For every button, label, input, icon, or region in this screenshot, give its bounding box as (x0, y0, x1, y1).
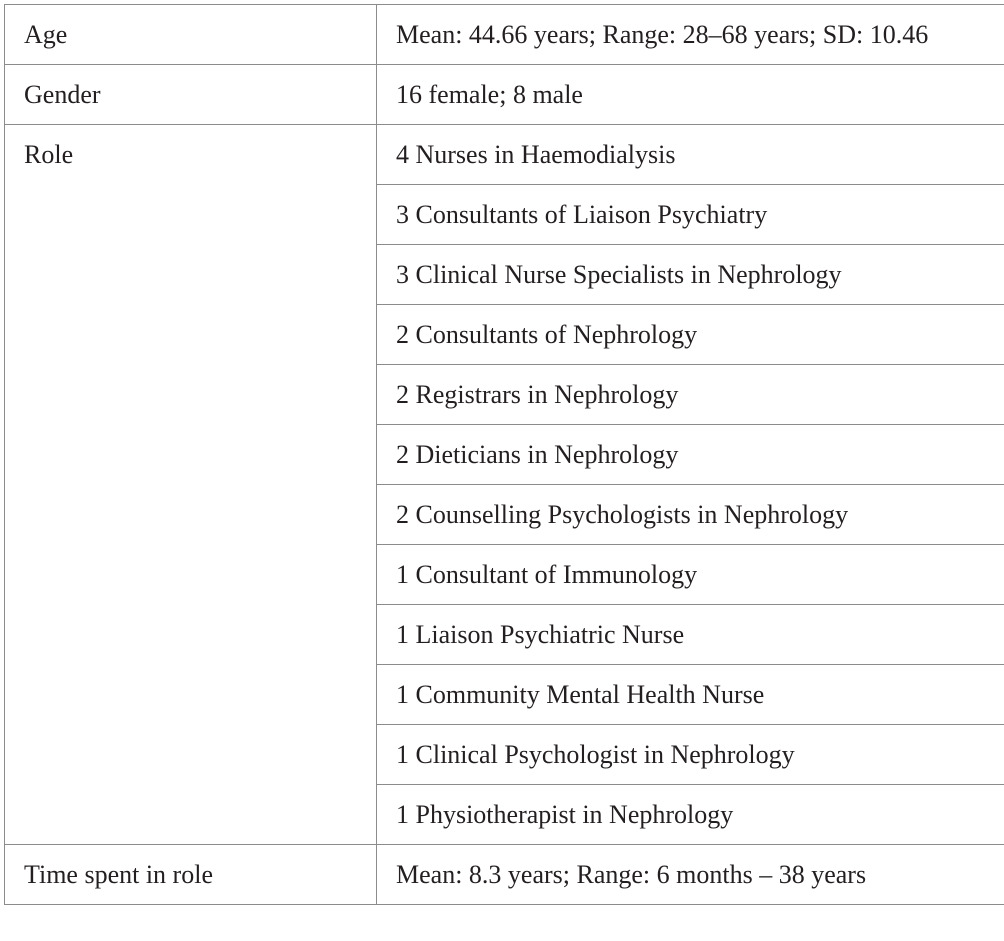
participant-demographics-table (4, 4, 1004, 905)
role-entry: 1 Clinical Psychologist in Nephrology (377, 725, 1004, 785)
role-entry: 1 Consultant of Immunology (377, 545, 1004, 605)
role-entry: 2 Registrars in Nephrology (377, 365, 1004, 425)
row-label-time-in-role: Time spent in role (5, 845, 377, 905)
table-row-time-in-role (5, 845, 1004, 905)
row-value-age: Mean: 44.66 years; Range: 28–68 years; SD: 10.46 (377, 5, 1004, 65)
row-value-gender: 16 female; 8 male (377, 65, 1004, 125)
role-entry: 1 Physiotherapist in Nephrology (377, 785, 1004, 845)
row-label-role: Role (5, 125, 377, 845)
role-entry: 2 Consultants of Nephrology (377, 305, 1004, 365)
role-entry: 2 Counselling Psychologists in Nephrology (377, 485, 1004, 545)
role-entry: 1 Community Mental Health Nurse (377, 665, 1004, 725)
table-row-role (5, 125, 1004, 185)
table-row-gender (5, 65, 1004, 125)
row-value-time-in-role: Mean: 8.3 years; Range: 6 months – 38 years (377, 845, 1004, 905)
role-entry: 4 Nurses in Haemodialysis (377, 125, 1004, 185)
row-label-age: Age (5, 5, 377, 65)
table-row-age (5, 5, 1004, 65)
role-entry: 1 Liaison Psychiatric Nurse (377, 605, 1004, 665)
row-label-gender: Gender (5, 65, 377, 125)
role-entry: 2 Dieticians in Nephrology (377, 425, 1004, 485)
role-entry: 3 Clinical Nurse Specialists in Nephrology (377, 245, 1004, 305)
role-entry: 3 Consultants of Liaison Psychiatry (377, 185, 1004, 245)
